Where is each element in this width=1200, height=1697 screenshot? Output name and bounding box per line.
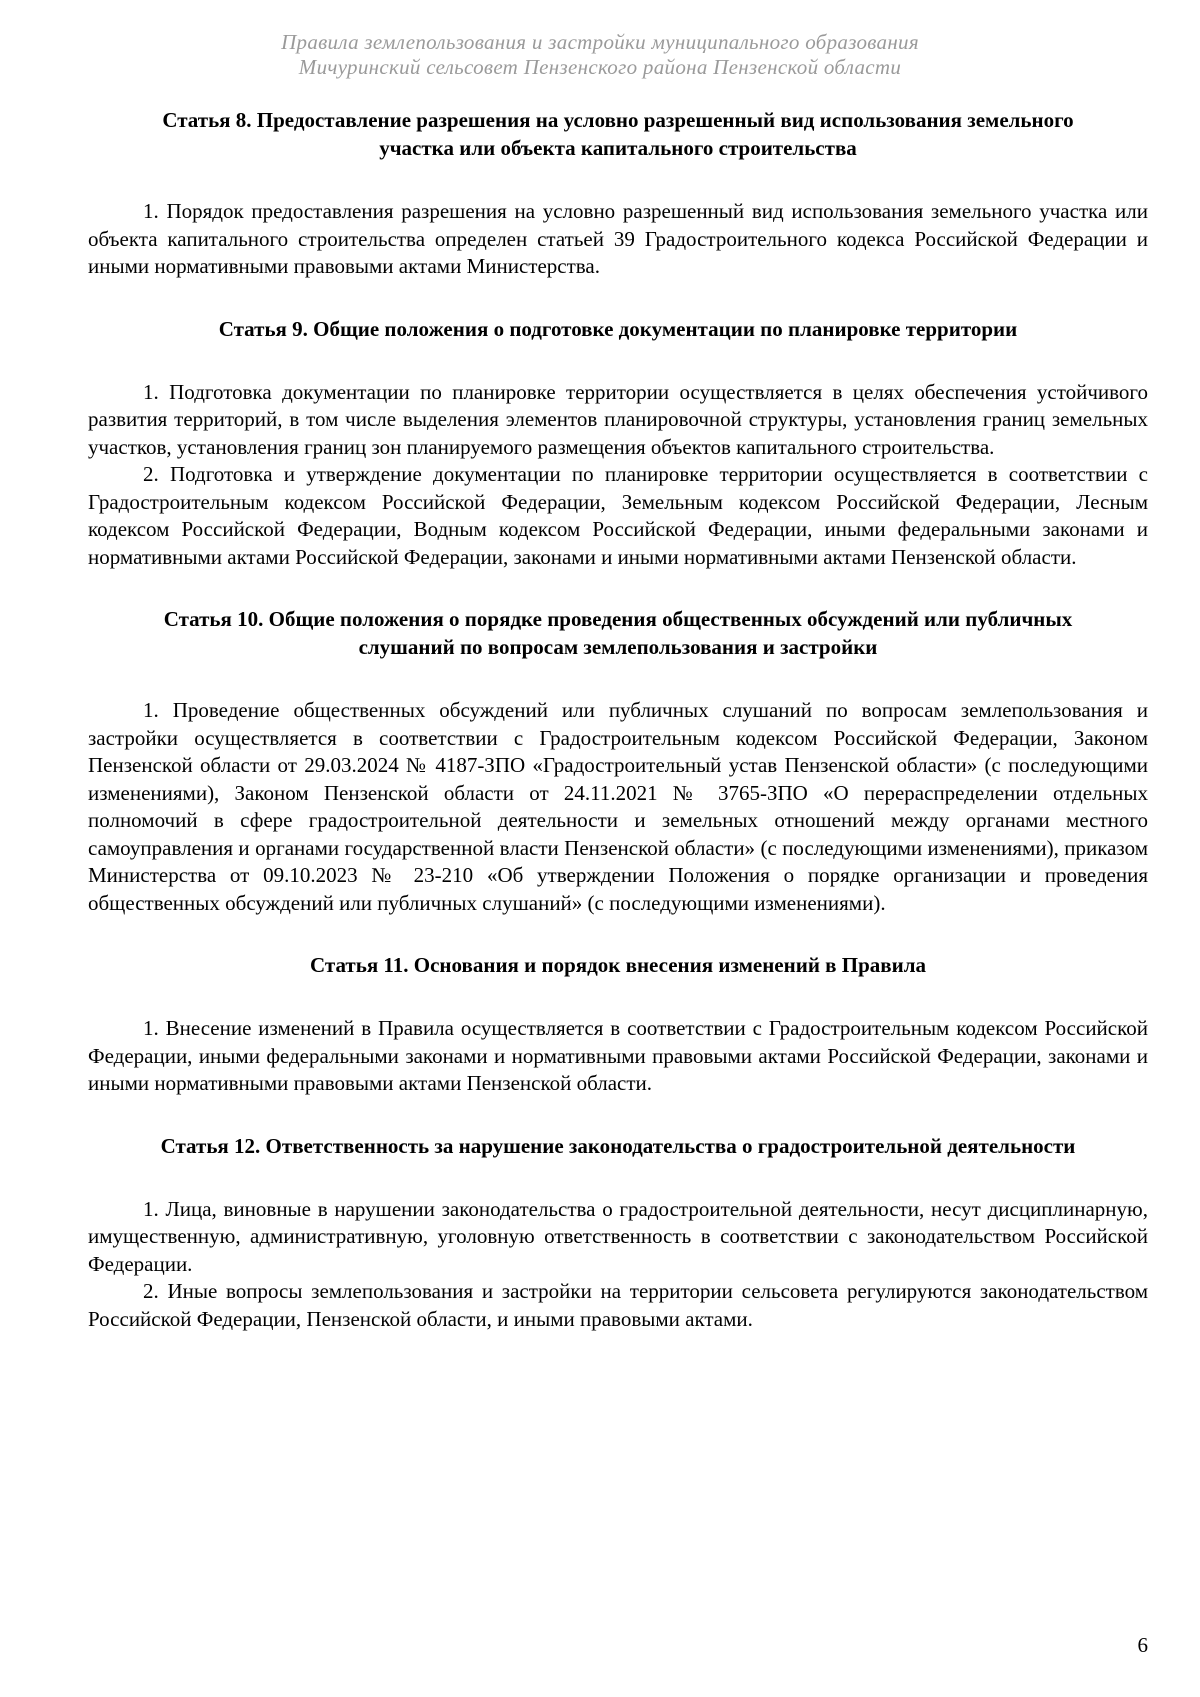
- article-9: [88, 315, 1148, 572]
- article-10: [88, 605, 1148, 917]
- article-paragraph: 1. Внесение изменений в Правила осуществляется в соответствии с Градостроительным кодексом Российской Федерации, иными федеральными законами и нормативными правовыми актами Российской Федерации, законами и иными нормативными правовыми актами Пензенской области.: [88, 1016, 1148, 1095]
- article-title: Статья 8. Предоставление разрешения на условно разрешенный вид использования земельного участка или объекта капитального строительства: [162, 108, 1074, 160]
- article-paragraph: 2. Иные вопросы землепользования и застройки на территории сельсовета регулируются законодательством Российской Федерации, Пензенской области, и иными правовыми актами.: [88, 1279, 1148, 1331]
- running-header-line-2: Мичуринский сельсовет Пензенского района Пензенской области: [298, 55, 902, 79]
- page-number: 6: [1137, 1633, 1148, 1657]
- article-title: Статья 11. Основания и порядок внесения изменений в Правила: [309, 953, 927, 977]
- article-8: [88, 106, 1148, 281]
- article-12: [88, 1132, 1148, 1334]
- running-header: [0, 30, 1200, 80]
- running-header-line-1: Правила землепользования и застройки муниципального образования: [281, 30, 919, 54]
- article-paragraph: 1. Порядок предоставления разрешения на условно разрешенный вид использования земельного участка или объекта капитального строительства определен статьей 39 Градостроительного кодекса Российской Федерации и иными нормативными правовыми актами Министерства.: [88, 199, 1148, 278]
- article-paragraph: 2. Подготовка и утверждение документации по планировке территории осуществляется в соответствии с Градостроительным кодексом Российской Федерации, Земельным кодексом Российской Федерации, Лесным кодексом Российской Федерации, Водным кодексом Российской Федерации, иными федеральными законами и нормативными актами Российской Федерации, законами и иными нормативными актами Пензенской области.: [88, 462, 1148, 569]
- article-title: Статья 9. Общие положения о подготовке документации по планировке территории: [218, 316, 1018, 341]
- article-title: Статья 12. Ответственность за нарушение законодательства о градостроительной деятельности: [160, 1133, 1076, 1158]
- article-title: Статья 10. Общие положения о порядке проведения общественных обсуждений или публичных слушаний по вопросам землепользования и застройки: [163, 607, 1073, 659]
- article-11: [88, 951, 1148, 1098]
- article-paragraph: 1. Подготовка документации по планировке территории осуществляется в целях обеспечения устойчивого развития территорий, в том числе выделения элементов планировочной структуры, установления границ земельных участков, установления границ зон планируемого размещения объектов капитального строительства.: [88, 379, 1148, 459]
- document-body: [88, 106, 1148, 1333]
- article-paragraph: 1. Лица, виновные в нарушении законодательства о градостроительной деятельности, несут дисциплинарную, имущественную, административную, уголовную ответственность в соответствии с законодательством Российской Федерации.: [88, 1196, 1148, 1276]
- article-paragraph: 1. Проведение общественных обсуждений или публичных слушаний по вопросам землепользования и застройки осуществляется в соответствии с Градостроительным кодексом Российской Федерации, Законом Пензенской области от 29.03.2024 № 4187-ЗПО «Градостроительный устав Пензенской области» (с последующими изменениями), Законом Пензенской области от 24.11.2021 № 3765-ЗПО «О перераспределении отдельных полномочий в сфере градостроительной деятельности и земельных отношений между органами местного самоуправления и органами государственной власти Пензенской области» (с последующими изменениями), приказом Министерства от 09.10.2023 № 23-210 «Об утверждении Положения о порядке организации и проведения общественных обсуждений или публичных слушаний» (с последующими изменениями).: [88, 698, 1148, 915]
